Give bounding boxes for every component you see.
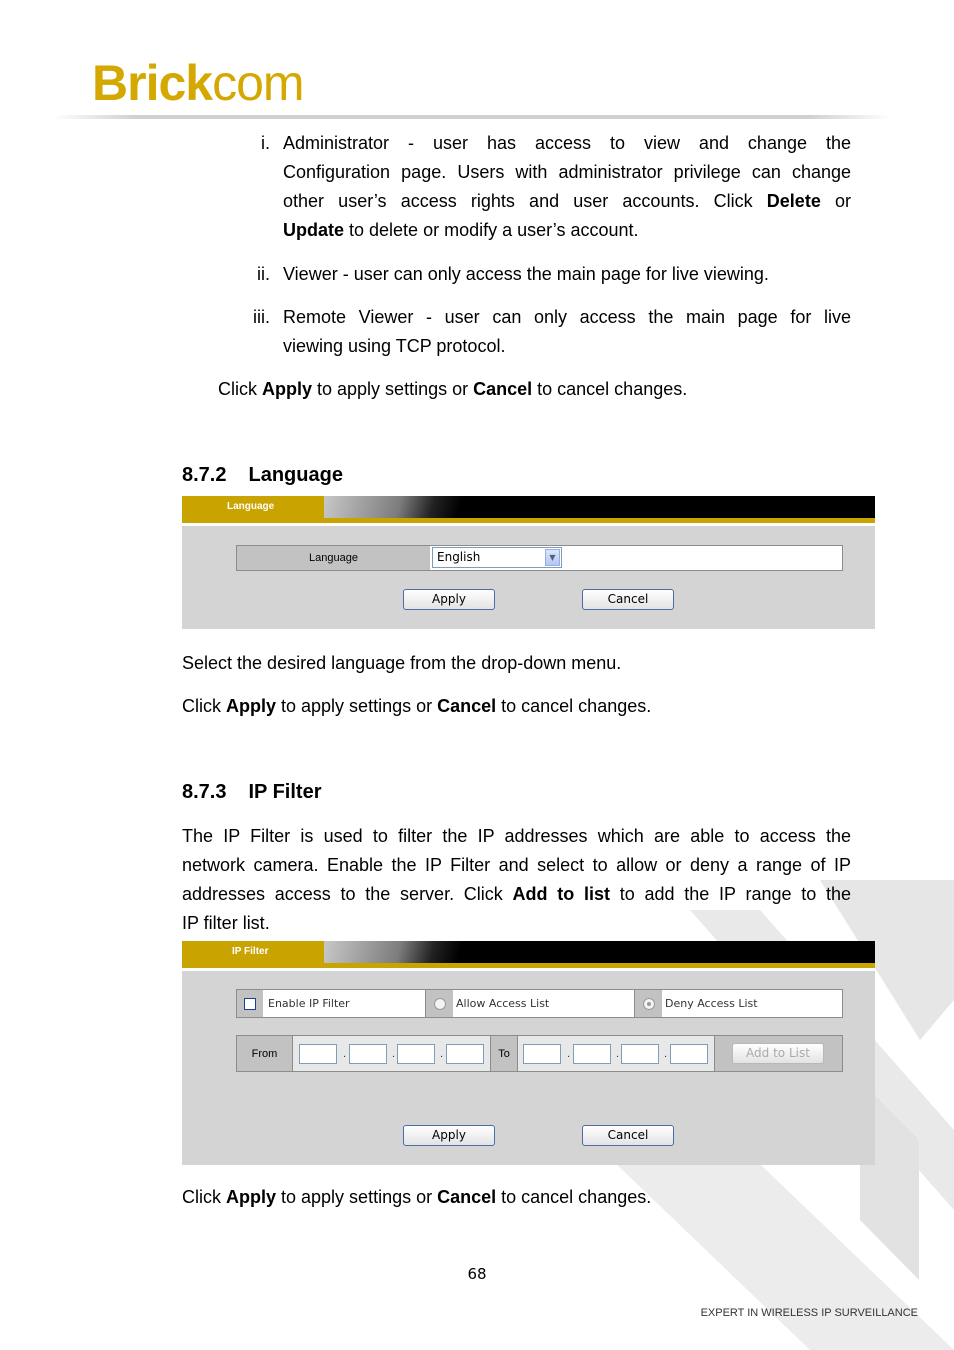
panel-tab-ip-filter: IP Filter	[182, 941, 324, 963]
from-ip-octet-2[interactable]	[349, 1044, 387, 1064]
from-label: From	[237, 1036, 293, 1071]
list-number: iii.	[253, 307, 270, 327]
add-to-list-button[interactable]: Add to List	[732, 1043, 824, 1064]
list-number: ii.	[257, 264, 270, 284]
language-row	[236, 545, 843, 571]
language-label: Language	[237, 546, 430, 570]
brickcom-logo: Brickcom	[92, 55, 304, 111]
enable-ip-filter-label: Enable IP Filter	[268, 997, 350, 1010]
section-heading-ip-filter: 8.7.3 IP Filter	[182, 781, 322, 803]
from-ip-octet-1[interactable]	[299, 1044, 337, 1064]
ip-filter-options-row	[236, 989, 843, 1018]
deny-access-label: Deny Access List	[665, 997, 758, 1010]
chevron-down-icon[interactable]: ▼	[545, 549, 560, 566]
to-ip-octet-3[interactable]	[621, 1044, 659, 1064]
from-ip-octet-3[interactable]	[397, 1044, 435, 1064]
language-description: Select the desired language from the drop-down menu.	[182, 653, 622, 673]
header-rule	[52, 115, 892, 119]
to-ip-octet-4[interactable]	[670, 1044, 708, 1064]
to-ip-octet-1[interactable]	[523, 1044, 561, 1064]
to-label: To	[490, 1036, 518, 1071]
allow-access-label: Allow Access List	[456, 997, 550, 1010]
panel-header	[182, 941, 875, 971]
apply-note: Click Apply to apply settings or Cancel to cancel changes.	[182, 696, 652, 716]
ip-filter-description: The IP Filter is used to filter the IP addresses which are able to access the network camera. Enable the IP Filter and select to allow or deny a range of IP addresses access to the server. Click Add to list to add the IP range to the IP filter list.	[182, 826, 851, 933]
list-item-administrator: Administrator - user has access to view and change the Configuration page. Users with administrator privilege can change other user’s access rights and user accounts. Click Delete or Update to delete or modify a user’s account.	[283, 133, 851, 240]
footer-tagline: EXPERT IN WIRELESS IP SURVEILLANCE	[700, 1307, 918, 1319]
list-item-viewer: Viewer - user can only access the main page for live viewing.	[283, 264, 769, 284]
deny-access-radio[interactable]	[643, 998, 655, 1010]
ip-filter-cancel-button[interactable]: Cancel	[582, 1125, 674, 1146]
apply-note: Click Apply to apply settings or Cancel to cancel changes.	[218, 379, 688, 399]
allow-access-radio[interactable]	[434, 998, 446, 1010]
from-ip-octet-4[interactable]	[446, 1044, 484, 1064]
section-heading-language: 8.7.2 Language	[182, 464, 343, 486]
enable-ip-filter-checkbox[interactable]	[244, 998, 256, 1010]
page-number: 68	[467, 1265, 487, 1283]
panel-tab-language: Language	[182, 496, 324, 518]
to-ip-octet-2[interactable]	[573, 1044, 611, 1064]
apply-note: Click Apply to apply settings or Cancel to cancel changes.	[182, 1187, 652, 1207]
language-apply-button[interactable]: Apply	[403, 589, 495, 610]
list-number: i.	[261, 133, 270, 153]
panel-header	[182, 496, 875, 526]
language-cancel-button[interactable]: Cancel	[582, 589, 674, 610]
language-panel	[182, 496, 875, 629]
ip-filter-apply-button[interactable]: Apply	[403, 1125, 495, 1146]
language-select[interactable]: English ▼	[432, 547, 562, 568]
ip-filter-panel	[182, 941, 875, 1165]
ip-range-row: From . . . To . . . Add to List	[236, 1035, 843, 1072]
list-item-remote-viewer: Remote Viewer - user can only access the main page for live viewing using TCP protocol.	[283, 307, 851, 356]
